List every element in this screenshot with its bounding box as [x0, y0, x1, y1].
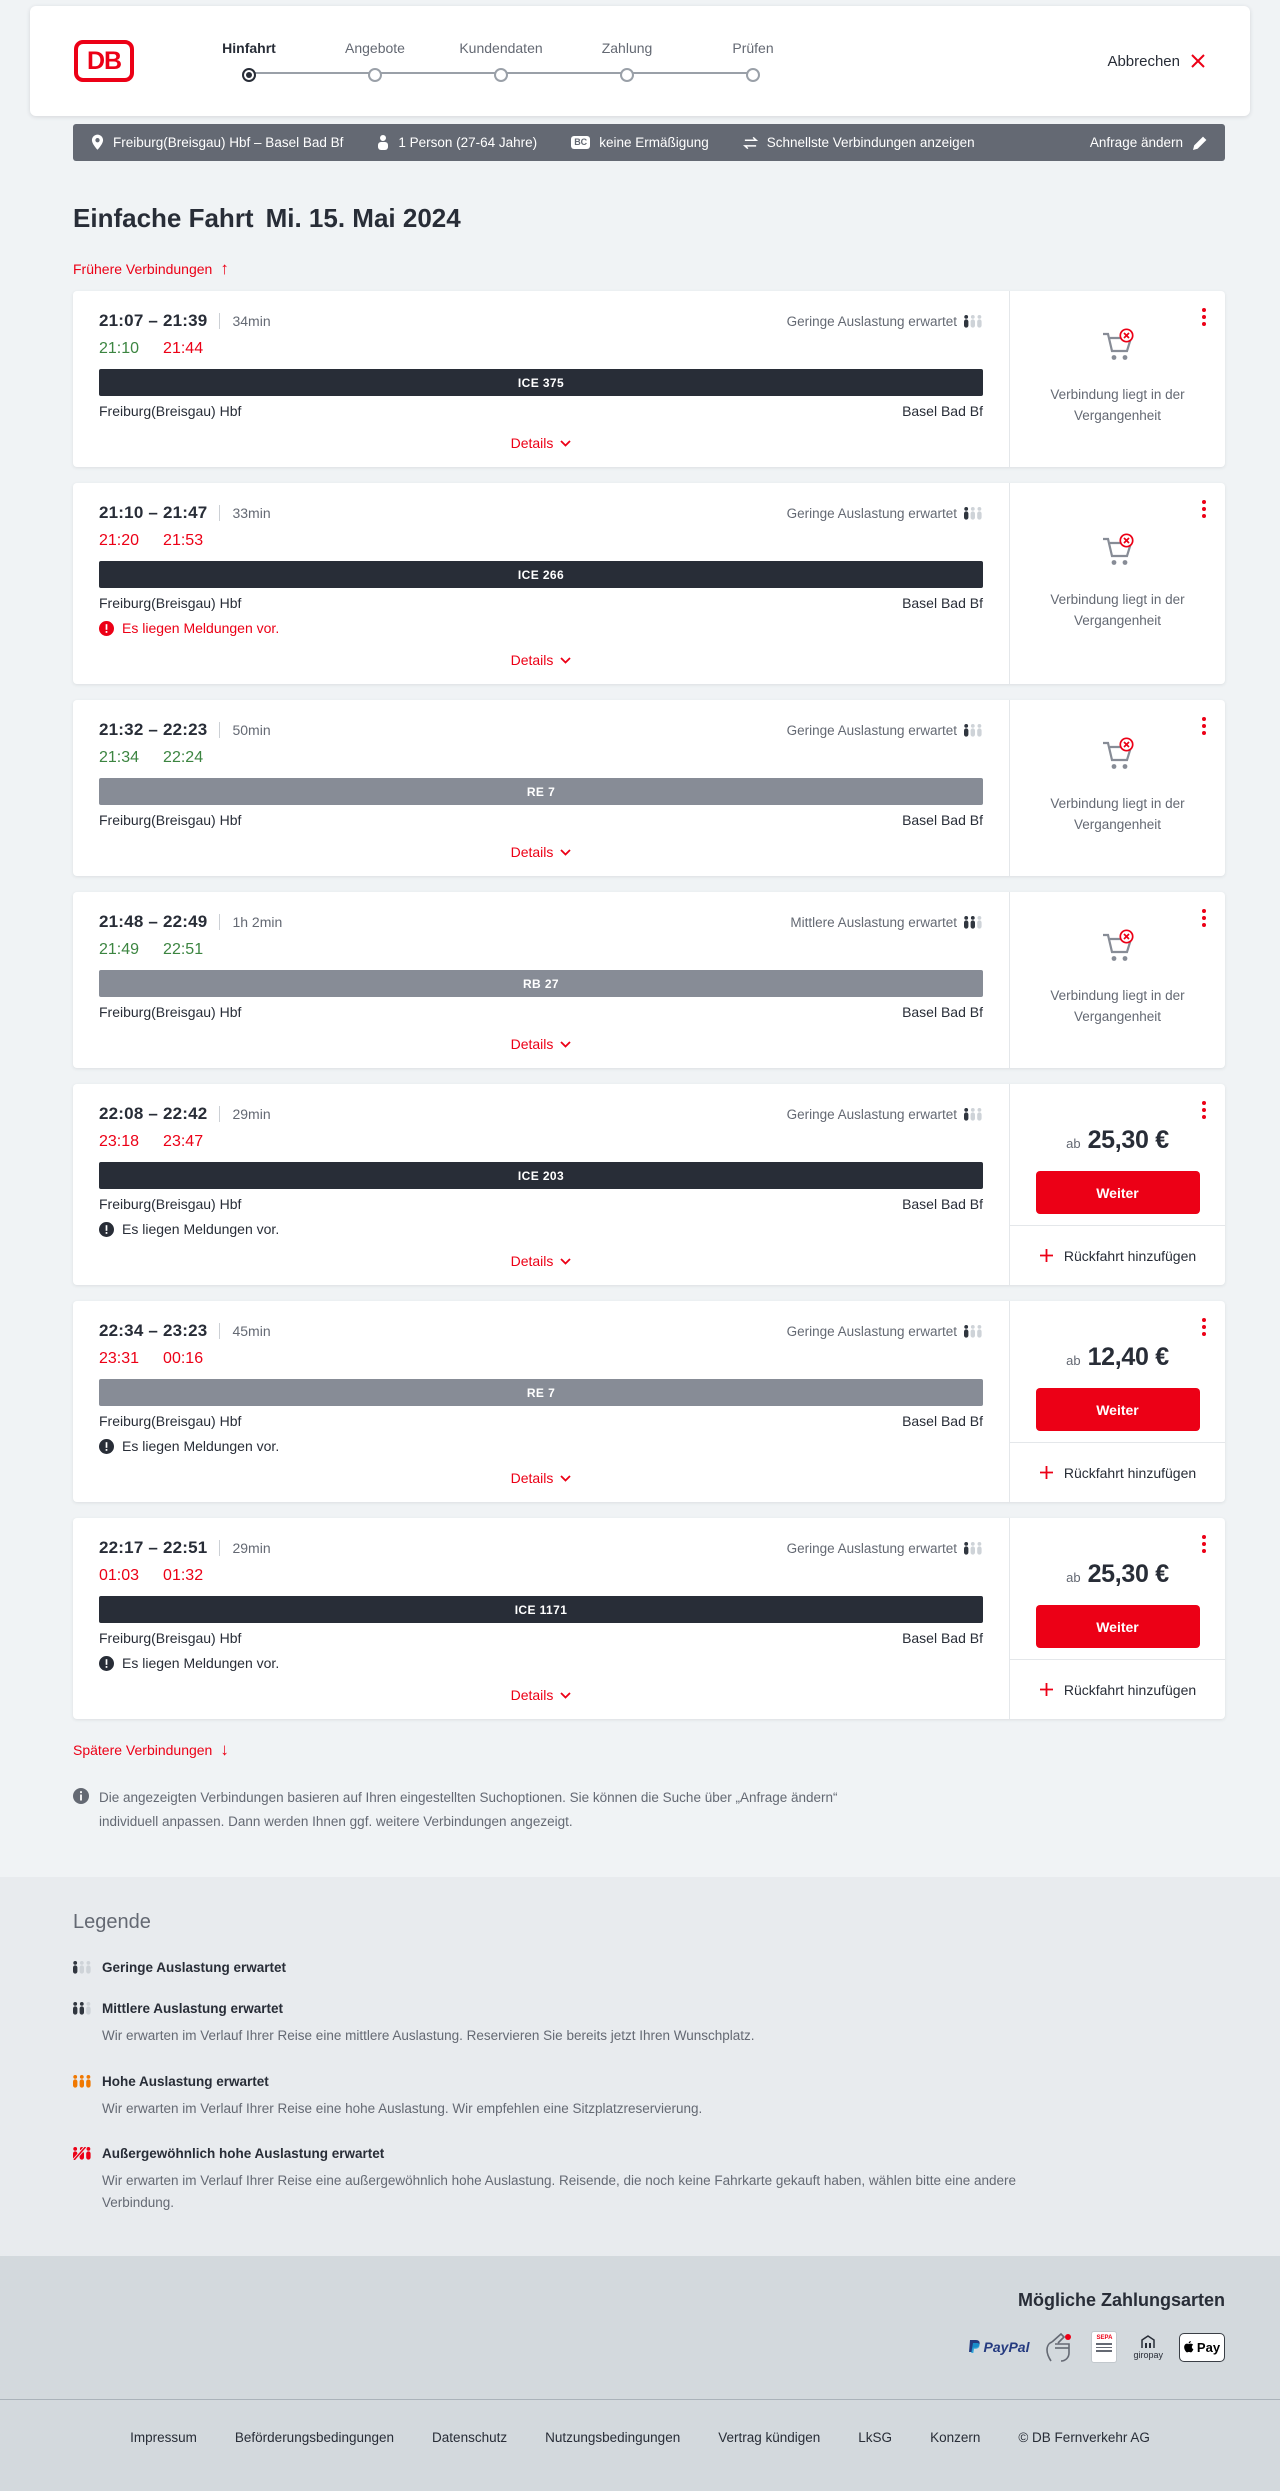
- occupancy-low-icon: [964, 1325, 983, 1338]
- page-title: [73, 203, 1225, 234]
- add-return-button[interactable]: Rückfahrt hinzufügen: [1010, 1225, 1225, 1285]
- realtime-times: [99, 340, 983, 358]
- connection-card: [73, 1518, 1225, 1719]
- info-text: Die angezeigten Verbindungen basieren auf Ihren eingestellten Suchoptionen. Sie können die Suche über „Anfrage ändern“ individuell anpassen. Dann werden Ihnen ggf. weitere Verbindungen angezeigt.: [99, 1790, 838, 1829]
- step-angebote[interactable]: [312, 40, 438, 82]
- wizard-header: [30, 6, 1250, 116]
- train-label-bar: RE 7: [99, 778, 983, 805]
- duration: 1h 2min: [232, 914, 283, 930]
- duration: 45min: [232, 1323, 271, 1339]
- destination-station: Basel Bad Bf: [902, 1004, 983, 1020]
- legend-item-medium-desc: Wir erwarten im Verlauf Ihrer Reise eine mittlere Auslastung. Reservieren Sie bereits jetzt Ihren Wunschplatz.: [102, 2028, 755, 2044]
- footer-links: [0, 2400, 1280, 2491]
- occupancy-low-icon: [73, 1961, 92, 1974]
- duration: 33min: [232, 505, 271, 521]
- chevron-down-icon: [560, 440, 571, 447]
- scheduled-times: 21:32 – 22:23: [99, 720, 208, 739]
- details-toggle[interactable]: Details: [507, 1249, 576, 1273]
- occupancy-low-icon: [964, 507, 983, 520]
- chevron-down-icon: [560, 657, 571, 664]
- occupancy-low-icon: [964, 315, 983, 328]
- actual-arrival: 21:44: [163, 340, 204, 357]
- actual-arrival: 23:47: [163, 1133, 204, 1150]
- options-menu-icon[interactable]: [1198, 905, 1210, 931]
- destination-station: Basel Bad Bf: [902, 595, 983, 611]
- scheduled-times: 21:10 – 21:47: [99, 503, 208, 522]
- occupancy-low-icon: [964, 1108, 983, 1121]
- legend-heading: Legende: [73, 1911, 151, 1934]
- info-icon: [73, 1788, 89, 1804]
- details-toggle[interactable]: Details: [507, 1032, 576, 1056]
- actual-arrival: 22:24: [163, 749, 204, 766]
- legend-item-low: Geringe Auslastung erwartet: [73, 1960, 1225, 1975]
- chevron-down-icon: [560, 849, 571, 856]
- trip-date: Mi. 15. Mai 2024: [265, 203, 461, 233]
- cart-unavailable-icon: [1096, 926, 1140, 970]
- divider: [219, 1106, 220, 1122]
- origin-station: Freiburg(Breisgau) Hbf: [99, 1630, 242, 1646]
- realtime-times: [99, 749, 983, 767]
- realtime-times: [99, 532, 983, 550]
- step-dot: [746, 68, 760, 82]
- duration: 29min: [232, 1106, 271, 1122]
- route-summary: Freiburg(Breisgau) Hbf – Basel Bad Bf: [91, 134, 343, 151]
- discount-summary: BC keine Ermäßigung: [571, 135, 709, 150]
- sepa-icon: SEPA: [1091, 2331, 1117, 2363]
- chevron-down-icon: [560, 1475, 571, 1482]
- connection-summary: [73, 1518, 1009, 1719]
- occupancy-indicator: Geringe Auslastung erwartet: [787, 506, 983, 521]
- price-prefix: ab: [1066, 1353, 1081, 1368]
- cart-unavailable-icon: [1096, 325, 1140, 369]
- page-footer: [0, 2256, 1280, 2491]
- duration: 50min: [232, 722, 271, 738]
- connection-summary: [73, 1084, 1009, 1285]
- connection-action-panel: [1009, 1518, 1225, 1719]
- train-label-bar: ICE 203: [99, 1162, 983, 1189]
- trip-type: Einfache Fahrt: [73, 203, 254, 233]
- connection-action-panel: [1009, 1301, 1225, 1502]
- realtime-times: [99, 941, 983, 959]
- actual-departure: 21:49: [99, 941, 140, 958]
- details-toggle[interactable]: Details: [507, 648, 576, 672]
- connection-card: [73, 1301, 1225, 1502]
- options-menu-icon[interactable]: [1198, 304, 1210, 330]
- cart-unavailable-icon: [1096, 530, 1140, 574]
- price-value: 12,40 €: [1087, 1343, 1169, 1371]
- actual-departure: 01:03: [99, 1567, 140, 1584]
- continue-button[interactable]: Weiter: [1036, 1605, 1200, 1648]
- legend-item-exceptional-desc: Wir erwarten im Verlauf Ihrer Reise eine außergewöhnlich hohe Auslastung. Reisende, die noch keine Fahrkarte gekauft haben, wählen bitte eine andere Verbindung.: [102, 2172, 1017, 2211]
- bahncard-icon: BC: [571, 136, 590, 149]
- service-message: Es liegen Meldungen vor.: [99, 1438, 983, 1454]
- connection-card: [73, 700, 1225, 876]
- warning-icon: [99, 1222, 114, 1237]
- destination-station: Basel Bad Bf: [902, 1196, 983, 1212]
- continue-button[interactable]: Weiter: [1036, 1388, 1200, 1431]
- footer-link-datenschutz[interactable]: Datenschutz: [432, 2430, 508, 2446]
- footer-link-impressum[interactable]: Impressum: [130, 2430, 197, 2446]
- cart-unavailable-icon: [1096, 734, 1140, 778]
- connection-action-panel: [1009, 1084, 1225, 1285]
- connection-summary: [73, 483, 1009, 684]
- step-dot: [368, 68, 382, 82]
- actual-arrival: 00:16: [163, 1350, 204, 1367]
- options-menu-icon[interactable]: [1198, 1314, 1210, 1340]
- actual-arrival: 01:32: [163, 1567, 204, 1584]
- actual-arrival: 21:53: [163, 532, 204, 549]
- step-dot: [620, 68, 634, 82]
- connection-card: [73, 483, 1225, 684]
- giropay-icon: giropay: [1133, 2335, 1163, 2360]
- train-label-bar: ICE 1171: [99, 1596, 983, 1623]
- status-note: Verbindung liegt in der Vergangenheit: [1050, 796, 1185, 832]
- location-pin-icon: [91, 134, 104, 151]
- later-connections-link[interactable]: Spätere Verbindungen ↓: [73, 1740, 229, 1759]
- origin-station: Freiburg(Breisgau) Hbf: [99, 595, 242, 611]
- add-return-button[interactable]: Rückfahrt hinzufügen: [1010, 1442, 1225, 1502]
- step-label: Kundendaten: [459, 40, 543, 56]
- legend-section: [0, 1877, 1280, 2256]
- destination-station: Basel Bad Bf: [902, 1413, 983, 1429]
- status-note: Verbindung liegt in der Vergangenheit: [1050, 387, 1185, 423]
- warning-icon: [99, 1656, 114, 1671]
- legend-item-exceptional: Außergewöhnlich hohe Auslastung erwartet: [73, 2146, 1225, 2161]
- divider: [219, 914, 220, 930]
- cancel-button[interactable]: [1107, 53, 1206, 70]
- actual-departure: 23:18: [99, 1133, 140, 1150]
- details-toggle[interactable]: Details: [507, 1466, 576, 1490]
- step-label: Prüfen: [732, 40, 774, 56]
- realtime-times: [99, 1133, 983, 1151]
- connection-action-panel: [1009, 483, 1225, 684]
- legend-item-high: Hohe Auslastung erwartet: [73, 2074, 1225, 2089]
- details-toggle[interactable]: Details: [507, 1683, 576, 1707]
- connection-card: [73, 892, 1225, 1068]
- details-toggle[interactable]: Details: [507, 840, 576, 864]
- occupancy-low-icon: [964, 1542, 983, 1555]
- destination-station: Basel Bad Bf: [902, 812, 983, 828]
- footer-link-nutzungsbedingungen[interactable]: Nutzungsbedingungen: [545, 2430, 681, 2446]
- details-toggle[interactable]: Details: [507, 431, 576, 455]
- apple-pay-icon: Pay: [1179, 2333, 1225, 2362]
- actual-departure: 21:20: [99, 532, 140, 549]
- footer-link-konzern[interactable]: Konzern: [930, 2430, 981, 2446]
- payment-methods: [73, 2331, 1225, 2363]
- destination-station: Basel Bad Bf: [902, 1630, 983, 1646]
- credit-card-icon: [1045, 2331, 1075, 2363]
- search-options-note: [73, 1786, 893, 1833]
- chevron-down-icon: [560, 1692, 571, 1699]
- paypal-icon: PayPal: [968, 2339, 1030, 2355]
- db-logo[interactable]: DB: [74, 40, 134, 82]
- options-menu-icon[interactable]: [1198, 496, 1210, 522]
- edit-search-button[interactable]: Anfrage ändern: [1090, 135, 1207, 150]
- actual-departure: 21:10: [99, 340, 140, 357]
- connection-action-panel: [1009, 892, 1225, 1068]
- earlier-connections-link[interactable]: Frühere Verbindungen ↑: [73, 259, 229, 278]
- plus-icon: [1039, 1682, 1054, 1697]
- cancel-label: Abbrechen: [1107, 52, 1180, 70]
- origin-station: Freiburg(Breisgau) Hbf: [99, 1196, 242, 1212]
- footer-link-vertrag-kuendigen[interactable]: Vertrag kündigen: [718, 2430, 821, 2446]
- origin-station: Freiburg(Breisgau) Hbf: [99, 1004, 242, 1020]
- step-label: Angebote: [345, 40, 405, 56]
- duration: 34min: [232, 313, 271, 329]
- wizard-steps: [186, 40, 816, 82]
- scheduled-times: 22:17 – 22:51: [99, 1538, 208, 1557]
- close-icon: [1190, 53, 1206, 69]
- train-label-bar: ICE 266: [99, 561, 983, 588]
- connection-action-panel: [1009, 700, 1225, 876]
- warning-icon: [99, 1439, 114, 1454]
- duration: 29min: [232, 1540, 271, 1556]
- connection-list: [73, 291, 1225, 1719]
- realtime-times: [99, 1350, 983, 1368]
- train-label-bar: RE 7: [99, 1379, 983, 1406]
- chevron-down-icon: [560, 1041, 571, 1048]
- connection-summary: [73, 700, 1009, 876]
- scheduled-times: 22:08 – 22:42: [99, 1104, 208, 1123]
- plus-icon: [1039, 1248, 1054, 1263]
- arrow-up-icon: ↑: [220, 259, 229, 278]
- price-prefix: ab: [1066, 1570, 1081, 1585]
- continue-button[interactable]: Weiter: [1036, 1171, 1200, 1214]
- occupancy-indicator: Geringe Auslastung erwartet: [787, 1107, 983, 1122]
- actual-departure: 23:31: [99, 1350, 140, 1367]
- occupancy-indicator: Geringe Auslastung erwartet: [787, 1541, 983, 1556]
- connection-card: [73, 1084, 1225, 1285]
- occupancy-high-icon: [73, 2075, 92, 2088]
- connection-summary: [73, 1301, 1009, 1502]
- divider: [219, 722, 220, 738]
- search-summary-bar: [73, 124, 1225, 161]
- add-return-button[interactable]: Rückfahrt hinzufügen: [1010, 1659, 1225, 1719]
- occupancy-low-icon: [964, 724, 983, 737]
- occupancy-exceptional-icon: [73, 2147, 92, 2160]
- origin-station: Freiburg(Breisgau) Hbf: [99, 1413, 242, 1429]
- occupancy-medium-icon: [73, 2002, 92, 2015]
- step-dot-active: [242, 68, 256, 82]
- step-label: Zahlung: [601, 40, 653, 56]
- chevron-down-icon: [560, 1258, 571, 1265]
- occupancy-indicator: Geringe Auslastung erwartet: [787, 1324, 983, 1339]
- price-prefix: ab: [1066, 1136, 1081, 1151]
- divider: [219, 313, 220, 329]
- connection-card: [73, 291, 1225, 467]
- actual-arrival: 22:51: [163, 941, 204, 958]
- step-zahlung[interactable]: [564, 40, 690, 82]
- divider: [219, 1323, 220, 1339]
- passenger-summary: 1 Person (27-64 Jahre): [377, 135, 537, 150]
- plus-icon: [1039, 1465, 1054, 1480]
- train-label-bar: ICE 375: [99, 369, 983, 396]
- options-menu-icon[interactable]: [1198, 1531, 1210, 1557]
- actual-departure: 21:34: [99, 749, 140, 766]
- legend-item-medium: Mittlere Auslastung erwartet: [73, 2001, 1225, 2016]
- step-label: Hinfahrt: [222, 40, 276, 56]
- service-message: Es liegen Meldungen vor.: [99, 1655, 983, 1671]
- realtime-times: [99, 1567, 983, 1585]
- status-note: Verbindung liegt in der Vergangenheit: [1050, 988, 1185, 1024]
- occupancy-medium-icon: [964, 916, 983, 929]
- copyright: © DB Fernverkehr AG: [1018, 2430, 1150, 2446]
- origin-station: Freiburg(Breisgau) Hbf: [99, 812, 242, 828]
- swap-arrows-icon: [743, 136, 758, 150]
- footer-link-befoerderungsbedingungen[interactable]: Beförderungsbedingungen: [234, 2430, 395, 2446]
- service-message: Es liegen Meldungen vor.: [99, 1221, 983, 1237]
- occupancy-indicator: Geringe Auslastung erwartet: [787, 723, 983, 738]
- person-icon: [377, 135, 389, 150]
- options-menu-icon[interactable]: [1198, 713, 1210, 739]
- origin-station: Freiburg(Breisgau) Hbf: [99, 403, 242, 419]
- occupancy-indicator: Geringe Auslastung erwartet: [787, 314, 983, 329]
- scheduled-times: 22:34 – 23:23: [99, 1321, 208, 1340]
- occupancy-indicator: Mittlere Auslastung erwartet: [790, 915, 983, 930]
- connection-action-panel: [1009, 291, 1225, 467]
- step-pruefen[interactable]: [690, 40, 816, 82]
- price-value: 25,30 €: [1087, 1126, 1169, 1154]
- arrow-down-icon: ↓: [220, 1740, 229, 1759]
- payments-title: Mögliche Zahlungsarten: [1017, 2290, 1225, 2311]
- train-label-bar: RB 27: [99, 970, 983, 997]
- sort-summary: Schnellste Verbindungen anzeigen: [743, 135, 975, 150]
- step-hinfahrt[interactable]: [186, 40, 312, 82]
- service-message: Es liegen Meldungen vor.: [99, 620, 983, 636]
- divider: [219, 505, 220, 521]
- destination-station: Basel Bad Bf: [902, 403, 983, 419]
- divider: [219, 1540, 220, 1556]
- warning-icon: [99, 621, 114, 636]
- connection-summary: [73, 291, 1009, 467]
- footer-link-lksg[interactable]: LkSG: [858, 2430, 893, 2446]
- legend-item-high-desc: Wir erwarten im Verlauf Ihrer Reise eine hohe Auslastung. Wir empfehlen eine Sitzplatzreservierung.: [102, 2100, 703, 2116]
- step-dot: [494, 68, 508, 82]
- status-note: Verbindung liegt in der Vergangenheit: [1050, 591, 1185, 628]
- scheduled-times: 21:07 – 21:39: [99, 311, 208, 330]
- scheduled-times: 21:48 – 22:49: [99, 912, 208, 931]
- options-menu-icon[interactable]: [1198, 1097, 1210, 1123]
- pencil-icon: [1193, 136, 1207, 150]
- price-value: 25,30 €: [1087, 1560, 1169, 1588]
- connection-summary: [73, 892, 1009, 1068]
- step-kundendaten[interactable]: [438, 40, 564, 82]
